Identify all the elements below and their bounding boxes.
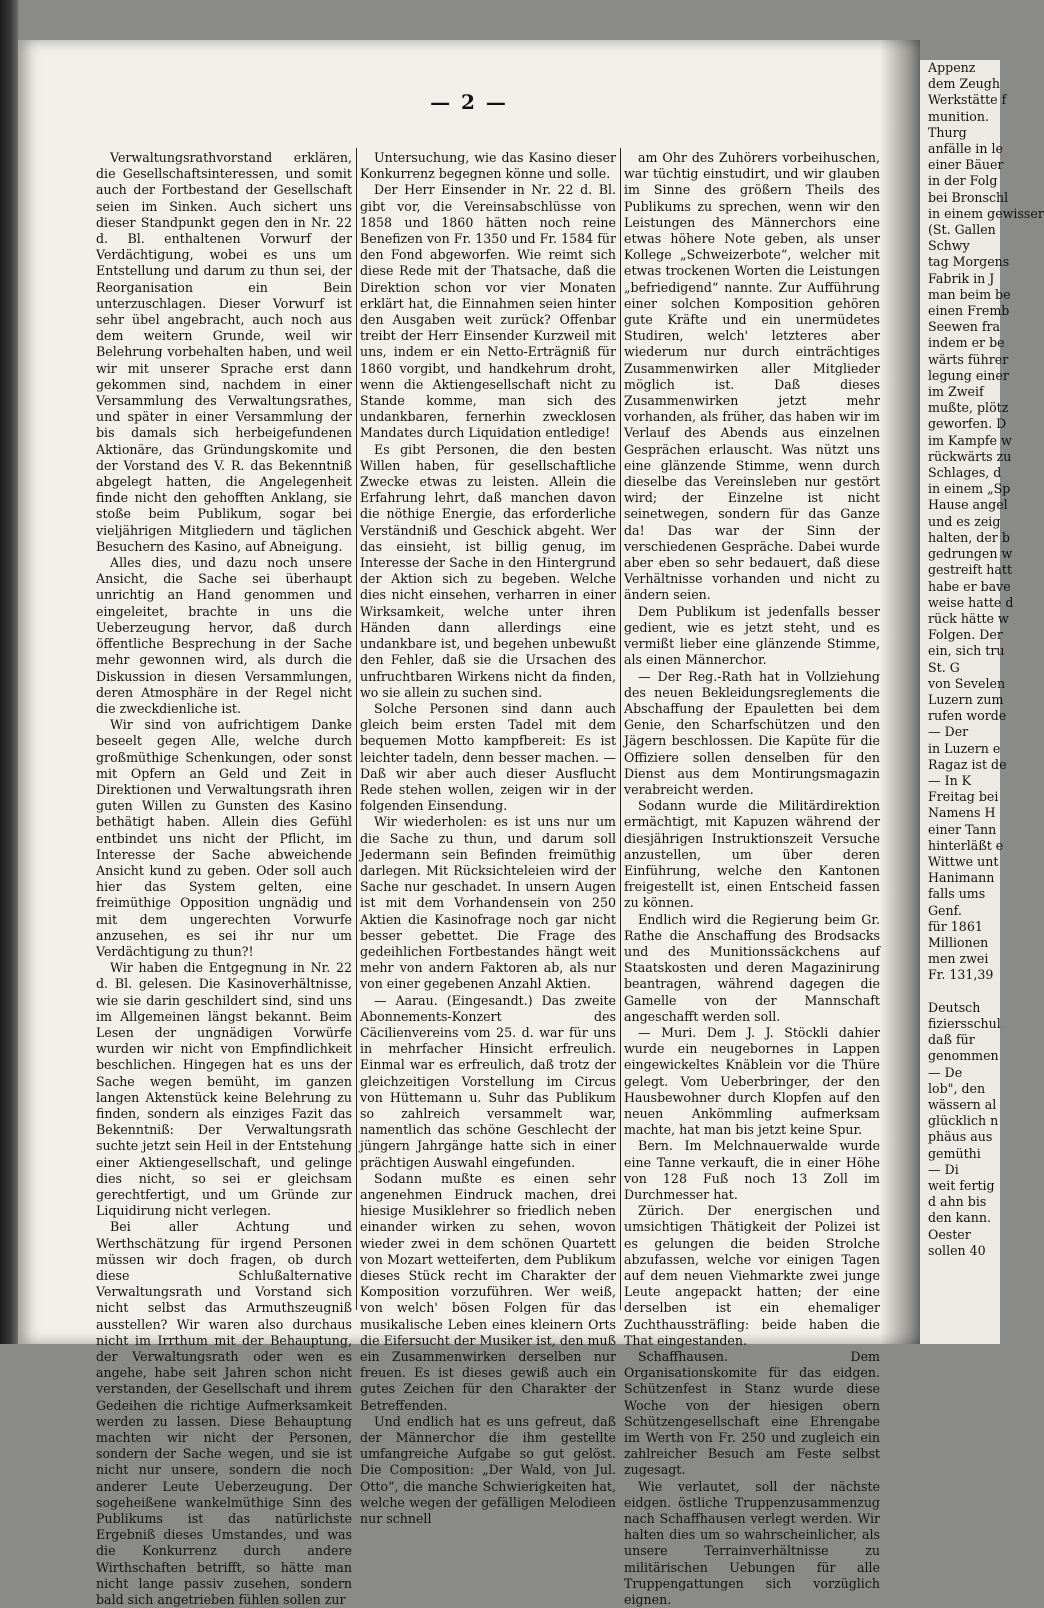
text-column-1: [96, 150, 352, 1608]
adjacent-page-line: rufen worde: [928, 708, 1007, 724]
adjacent-page-line: Seewen fra: [928, 319, 1001, 335]
paragraph: Wir sind von aufrichtigem Danke beseelt gegen Alle, welche durch großmüthige Schenkungen, oder sonst mit Opfern an Geld und Zeit in Direktionen und Verwaltungsrath ihren guten Willen zu Gunsten des Kasino bethätigt haben. Allein dies Gefühl entbindet uns nicht der Pflicht, im Interesse der Sache abweichende Ansicht kund zu geben. Oder soll auch hier das System gelten, eine freimüthige Opposition ungnädig und mit dem ungerechten Vorwurfe anzusehen, es sei ihr nur um Verdächtigung zu thun?!: [96, 717, 352, 959]
paragraph: Endlich wird die Regierung beim Gr. Rathe die Anschaffung des Brodsacks und des Munitionssäckchens auf Staatskosten und deren Magazinirung beantragen, während dagegen die Gamelle von der Mannschaft angeschafft werden soll.: [624, 911, 880, 1024]
paragraph: Es gibt Personen, die den besten Willen haben, für gesellschaftliche Zwecke etwas zu leisten. Allein die Erfahrung lehrt, daß manchen davon die nöthige Energie, das erforderliche Verständniß und Geschick abgeht. Wer das einsieht, ist billig genug, im Interesse der Sache in den Hintergrund der Aktion sich zu begeben. Welche dies nicht einsehen, verharren in einer Wirksamkeit, welche unter ihren Händen dann allerdings eine undankbare ist, und begehen unbewußt den Fehler, daß sie die Ursachen des unfruchtbaren Wirkens nicht da finden, wo sie allein zu suchen sind.: [360, 441, 616, 700]
adjacent-page-line: man beim be: [928, 286, 1011, 302]
adjacent-page-line: für 1861: [928, 918, 983, 934]
adjacent-page-line: Genf.: [928, 902, 962, 918]
adjacent-page-line: und es zeig: [928, 513, 1001, 529]
adjacent-page-line: hinterläßt e: [928, 837, 1004, 853]
adjacent-page-line: rückwärts zu: [928, 448, 1012, 464]
column-rule: [620, 148, 621, 1310]
text-column-3: [624, 150, 880, 1608]
adjacent-page-line: in Luzern e: [928, 740, 1001, 756]
adjacent-page-line: Fabrik in J: [928, 270, 995, 286]
adjacent-page-line: — In K: [928, 772, 972, 788]
adjacent-page-line: habe er bave: [928, 578, 1011, 594]
adjacent-page-line: gemüthi: [928, 1145, 981, 1161]
adjacent-page-line: Schlages, d: [928, 465, 1002, 481]
adjacent-page-line: in einem gewisser: [928, 205, 1044, 221]
paragraph: Verwaltungsrathvorstand erklären, die Gesellschaftsinteressen, und somit auch der Fortbestand der Gesellschaft seien im Sinken. Auch sichert uns dieser Standpunkt gegen den in Nr. 22 d. Bl. enthaltenen Vorwurf der Verdächtigung, wobei es uns um Entstellung und darum zu thun sei, der Reorganisation ein Bein unterzuschlagen. Dieser Vorwurf ist sehr übel angebracht, auch noch aus dem weitern Grunde, weil wir Belehrung vorbehalten haben, und weil wir mit unserer Sprache erst dann gekommen sind, nachdem in einer Versammlung des Verwaltungsrathes, und später in einer Versammlung der bis damals sich herbeigefundenen Aktionäre, das Gründungskomite und der Vorstand des V. R. das Bekenntniß abgelegt hatten, die Angelegenheit finde nicht den gehofften Anklang, sie stoße beim Publikum, sogar bei vieljährigen Mitgliedern und täglichen Besuchern des Kasino, auf Abneigung.: [96, 150, 352, 554]
adjacent-page-line: rück hätte w: [928, 610, 1009, 626]
adjacent-page-line: gestreift hatt: [928, 562, 1013, 578]
adjacent-page-line: einen Fremb: [928, 303, 1010, 319]
adjacent-page-line: in einem „Sp: [928, 481, 1011, 497]
adjacent-page-line: Namens H: [928, 805, 996, 821]
adjacent-page-line: Luzern zum: [928, 691, 1004, 707]
adjacent-page-line: im Kampfe w: [928, 432, 1012, 448]
paragraph: Sodann wurde die Militärdirektion ermächtigt, mit Kapuzen während der diesjährigen Instruktionszeit Versuche anzustellen, um über deren Einführung, welche den Kantonen freigestellt ist, einen Entscheid fassen zu können.: [624, 798, 880, 911]
page-gutter-shadow: [880, 40, 920, 1344]
adjacent-page-line: mußte, plötz: [928, 400, 1009, 416]
adjacent-page-line: fiziersschul: [928, 1015, 1001, 1031]
adjacent-page-line: Hanimann: [928, 870, 995, 886]
adjacent-page-line: St. G: [928, 659, 960, 675]
column-rule: [356, 148, 357, 1310]
adjacent-page-line: [920, 984, 1000, 1000]
adjacent-page-line: d ahn bis: [928, 1194, 987, 1210]
page-number: — 2 —: [430, 90, 508, 114]
text-column-2: [360, 150, 616, 1527]
adjacent-page-line: wärts führer: [928, 351, 1009, 367]
adjacent-page-line: genommen: [928, 1048, 999, 1064]
paragraph: Und endlich hat es uns gefreut, daß der Männerchor die ihm gestellte umfangreiche Aufgabe so gut gelöst. Die Composition: „Der Wald, von Jul. Otto“, die manche Schwierigkeiten hat, welche wegen der gefälligen Melodieen nur schnell: [360, 1413, 616, 1527]
paragraph: Bern. Im Melchnauerwalde wurde eine Tanne verkauft, die in einer Höhe von 128 Fuß noch 13 Zoll im Durchmesser hat.: [624, 1138, 880, 1202]
adjacent-page-line: Schwy: [928, 238, 970, 254]
adjacent-page-line: weise hatte d: [928, 594, 1014, 610]
paragraph: Bei aller Achtung und Werthschätzung für irgend Personen müssen wir doch fragen, ob durch diese Schlußalternative Verwaltungsrath und Vorstand sich nicht selbst das Armuthszeugniß ausstellen? Wir waren also durchaus nicht im Irrthum mit der Behauptung, der Verwaltungsrath oder wen es angehe, habe seit Jahren schon nicht verstanden, der Gesellschaft und ihrem Gedeihen die richtige Aufmerksamkeit werden zu lassen. Diese Behauptung machten wir nicht der Personen, sondern der Sache wegen, und sie ist nicht nur unsere, sondern die noch anderer Leute Ueberzeugung. Der sogeheißene wankelmüthige Sinn des Publikums ist das natürlichste Ergebniß dieses Umstandes, und was die Konkurrenz durch andere Wirthschaften betrifft, so hätte man nicht lange passiv zusehen, sondern bald sich angetrieben fühlen sollen zur: [96, 1219, 352, 1608]
paragraph: Solche Personen sind dann auch gleich beim ersten Tadel mit dem bequemen Motto kampfbereit: Es ist leichter tadeln, denn besser machen. — Daß wir aber auch dieser Ausflucht Rede stehen wollen, zeigen wir in der folgenden Einsendung.: [360, 700, 616, 814]
adjacent-page-line: daß für: [928, 1032, 975, 1048]
adjacent-page-line: men zwei: [928, 951, 989, 967]
paragraph: Untersuchung, wie das Kasino dieser Konkurrenz begegnen könne und solle.: [360, 150, 616, 182]
adjacent-page-fragment: [920, 60, 1044, 1344]
adjacent-page-line: von Sevelen: [928, 675, 1006, 691]
adjacent-page-line: Thurg: [928, 124, 967, 140]
adjacent-page-line: legung einer: [928, 367, 1009, 383]
adjacent-page-line: Deutsch: [928, 999, 981, 1015]
paragraph: — Muri. Dem J. J. Stöckli dahier wurde ein neugebornes in Lappen eingewickeltes Knäblein vor die Thüre gelegt. Vom Ueberbringer, der den Hausbewohner durch Klopfen auf den neuen Ankömmling aufmerksam machte, hat man bis jetzt keine Spur.: [624, 1024, 880, 1138]
adjacent-page-line: in der Folg: [928, 173, 998, 189]
paragraph: Sodann mußte es einen sehr angenehmen Eindruck machen, drei hiesige Musiklehrer so friedlich neben einander wirken zu sehen, wovon wieder zwei in dem schönen Quartett von Mozart wetteiferten, dem Publikum dieses Stück recht im Charakter der Komposition vorzuführen. Wer weiß, von welch' bösen Folgen für das musikalische Leben eines kleinern Orts die Eifersucht der Musiker ist, den muß ein Zusammenwirken derselben nur freuen. Es ist dieses gewiß auch ein gutes Zeichen für den Charakter der Betreffenden.: [360, 1170, 616, 1413]
adjacent-page-line: indem er be: [928, 335, 1005, 351]
adjacent-page-line: Ragaz ist de: [928, 756, 1007, 772]
adjacent-page-line: Freitag bei: [928, 789, 999, 805]
adjacent-page-line: Folgen. Der: [928, 627, 1003, 643]
paragraph: — Der Reg.-Rath hat in Vollziehung des neuen Bekleidungsreglements die Abschaffung der Epauletten bei dem Genie, den Scharfschützen und den Jägern beschlossen. Die Kapüte für die Offiziere sollen denselben für den Dienst aus dem Montirungsmagazin verabreicht werden.: [624, 668, 880, 797]
adjacent-page-line: weit fertig: [928, 1178, 995, 1194]
paragraph: Alles dies, und dazu noch unsere Ansicht, die Sache sei überhaupt unrichtig an Hand genommen und eingeleitet, brachte in uns die Ueberzeugung hervor, daß durch öffentliche Besprechung in der Sache mehr gewonnen wird, als durch die Diskussion in diesen Versammlungen, deren Atmosphäre in der Regel nicht die zweckdienliche ist.: [96, 555, 352, 716]
adjacent-page-line: dem Zeugh: [928, 76, 1000, 92]
paragraph: Wir wiederholen: es ist uns nur um die Sache zu thun, und darum soll Jedermann sein Befinden freimüthig darlegen. Mit Rücksichteleien wird der Sache nur geschadet. In unsern Augen ist mit dem Vorhandensein von 250 Aktien die Kasinofrage noch gar nicht besser gebettet. Die Frage des gedeihlichen Fortbestandes hängt weit mehr von andern Faktoren ab, als nur von einer gegebenen Anzahl Aktien.: [360, 814, 616, 992]
adjacent-page-line: sollen 40: [928, 1242, 986, 1258]
adjacent-page-line: munition.: [928, 108, 989, 124]
paragraph: Wir haben die Entgegnung in Nr. 22 d. Bl. gelesen. Die Kasinoverhältnisse, wie sie darin geschildert sind, sind uns im Allgemeinen längst bekannt. Beim Lesen der ungnädigen Vorwürfe wurden wir nicht von Empfindlichkeit beschlichen. Hingegen hat es uns der Sache wegen bemüht, im ganzen langen Aktenstück keine Belehrung zu finden, sondern als einziges Fazit das Bekenntniß: Der Verwaltungsrath suchte jetzt sein Heil in der Entstehung einer Aktiengesellschaft, und gelinge dies nicht, so sei er gleichsam gerechtfertigt, und um Gründe zur Liquidirung nicht verlegen.: [96, 960, 352, 1219]
adjacent-page-line: halten, der b: [928, 529, 1010, 545]
paragraph: — Aarau. (Eingesandt.) Das zweite Abonnements-Konzert des Cäcilienvereins vom 25. d. war für uns in mehrfacher Hinsicht erfreulich. Einmal war es erfreulich, daß trotz der gleichzeitigen Vorstellung im Circus von Hüttemann u. Suhr das Publikum so zahlreich versammelt war, namentlich das schöne Geschlecht der jüngern Jahrgänge hatte sich in einer prächtigen Auswahl eingefunden.: [360, 992, 616, 1170]
adjacent-page-line: einer Bäuer: [928, 157, 1004, 173]
adjacent-page-line: Werkstätte f: [928, 92, 1007, 108]
adjacent-page-line: lob", den: [928, 1080, 986, 1096]
paragraph: Dem Publikum ist jedenfalls besser gedient, wie es jetzt steht, und es vermißt lieber eine glänzende Stimme, als einen Männerchor.: [624, 603, 880, 668]
adjacent-page-line: Fr. 131,39: [928, 967, 994, 983]
adjacent-page-line: bei Bronschl: [928, 189, 1009, 205]
adjacent-page-line: glücklich n: [928, 1113, 999, 1129]
adjacent-page-line: im Zweif: [928, 384, 984, 400]
adjacent-page-line: wässern al: [928, 1097, 997, 1112]
adjacent-page-line: — Der: [928, 724, 969, 740]
adjacent-page-line: Hause angel: [928, 497, 1008, 513]
paragraph: Schaffhausen. Dem Organisationskomite für das eidgen. Schützenfest in Stanz wurde diese Woche von der hiesigen obern Schützengesellschaft eine Ehrengabe im Werth von Fr. 250 und zugleich ein zahlreicher Besuch am Feste selbst zugesagt.: [624, 1349, 880, 1478]
paragraph: am Ohr des Zuhörers vorbeihuschen, war tüchtig einstudirt, und wir glauben im Sinne des größern Theils des Publikums zu sprechen, wenn wir den Leistungen des Männerchors eine etwas höhere Note geben, als unser Kollege „Schweizerbote“, welcher mit etwas trockenen Worten die Leistungen „befriedigend“ nannte. Zur Aufführung einer solchen Komposition gehören gute Kräfte und ein unermüdetes Studiren, welch' letzteres aber wiederum nur durch einträchtiges Zusammenwirken aller Mitglieder möglich ist. Daß dieses Zusammenwirken jetzt mehr vorhanden, als früher, das haben wir im Verlauf des Abends aus einzelnen Gesprächen erlauscht. Was nützt uns eine glänzende Stimme, wenn durch dieselbe das Vereinsleben nur gestört wird; der Einzelne ist nicht seinetwegen, sondern für das Ganze da! Das war der Sinn der verschiedenen Gespräche. Dabei wurde aber eben so sehr bedauert, daß diese Verhältnisse vorhanden und nicht zu ändern seien.: [624, 150, 880, 603]
scan-binding-edge: [0, 0, 18, 1344]
adjacent-page-line: gedrungen w: [928, 546, 1013, 562]
adjacent-page-line: tag Morgens: [928, 254, 1010, 270]
adjacent-page-line: — De: [928, 1064, 963, 1080]
adjacent-page-line: anfälle in le: [928, 141, 1003, 157]
adjacent-page-line: einer Tann: [928, 821, 997, 837]
paragraph: Der Herr Einsender in Nr. 22 d. Bl. gibt vor, die Vereinsabschlüsse von 1858 und 1860 hätten noch reine Benefizen von Fr. 1350 und Fr. 1584 für den Fond abgeworfen. Wie reimt sich diese Rede mit der Thatsache, daß die Direktion schon vor vier Monaten erklärt hat, die Einnahmen seien hinter den Ausgaben weit zurück? Offenbar treibt der Herr Einsender Kurzweil mit uns, indem er ein Netto-Erträgniß für 1860 vorgibt, und handkehrum droht, wenn die Aktiengesellschaft nicht zu Stande komme, man sich des undankbaren, fernerhin zwecklosen Mandates durch Liquidation entledige!: [360, 182, 616, 441]
adjacent-page-line: phäus aus: [928, 1129, 993, 1145]
adjacent-page-line: falls ums: [928, 886, 986, 902]
paragraph: Wie verlautet, soll der nächste eidgen. östliche Truppenzusammenzug nach Schaffhausen verlegt werden. Wir halten dies um so wahrscheinlicher, als unsere Terrainverhältnisse zu militärischen Uebungen für alle Truppengattungen sich vorzüglich eignen.: [624, 1478, 880, 1608]
paragraph: Zürich. Der energischen und umsichtigen Thätigkeit der Polizei ist es gelungen die beiden Strolche abzufassen, welche vor einigen Tagen auf dem neuen Viehmarkte zwei junge Leute angepackt hatten; der eine derselben ist ein ehemaliger Zuchthaussträfling: beide haben die That eingestanden.: [624, 1203, 880, 1348]
adjacent-page-line: Oester: [928, 1226, 971, 1242]
adjacent-page-line: Appenz: [928, 60, 976, 75]
adjacent-page-line: (St. Gallen: [928, 222, 996, 238]
adjacent-page-line: den kann.: [928, 1210, 991, 1226]
adjacent-page-line: ein, sich tru: [928, 643, 1005, 659]
adjacent-page-line: Wittwe unt: [928, 853, 999, 869]
newspaper-page: [18, 40, 920, 1608]
adjacent-page-line: geworfen. D: [928, 416, 1007, 432]
adjacent-page-line: Millionen: [928, 934, 989, 950]
adjacent-page-line: — Di: [928, 1161, 959, 1177]
